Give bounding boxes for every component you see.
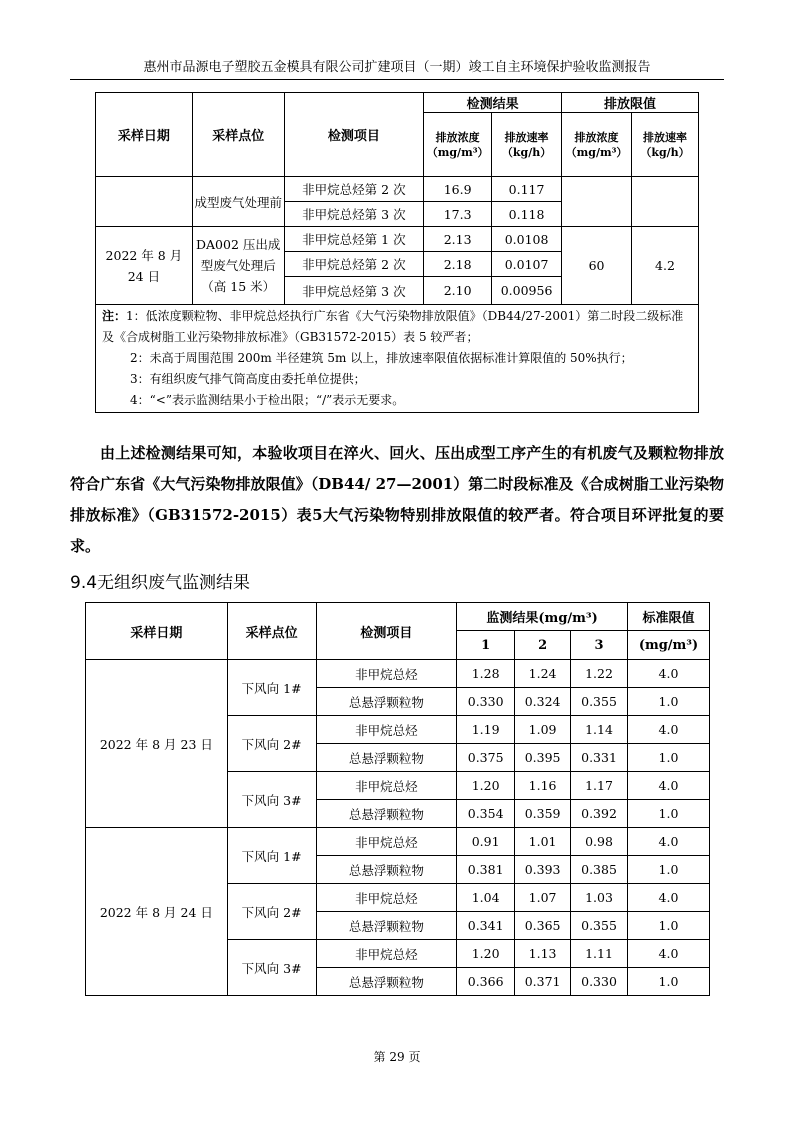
- value-cell: 1.19: [457, 716, 515, 744]
- value-cell: 0.392: [571, 800, 628, 828]
- value-cell: 2.10: [424, 277, 492, 305]
- value-cell: 0.118: [492, 202, 562, 227]
- item-cell: 非甲烷总烃: [316, 940, 457, 968]
- col-header-limit-unit: (mg/m³): [628, 631, 710, 660]
- value-cell: 1.07: [515, 884, 571, 912]
- col-header-results: 检测结果: [424, 93, 562, 113]
- point-cell: 下风向 3#: [227, 772, 316, 828]
- col-header-results: 监测结果(mg/m³): [457, 603, 628, 631]
- note-4: 4：“<”表示监测结果小于检出限；“/”表示无要求。: [130, 393, 405, 407]
- item-cell: 非甲烷总烃: [316, 884, 457, 912]
- limit-cell: 1.0: [628, 688, 710, 716]
- point-cell: 下风向 3#: [227, 940, 316, 996]
- item-cell: 非甲烷总烃第 3 次: [284, 277, 424, 305]
- col-header-n2: 2: [515, 631, 571, 660]
- item-cell: 非甲烷总烃第 2 次: [284, 252, 424, 277]
- point-cell: 下风向 1#: [227, 828, 316, 884]
- value-cell: 1.20: [457, 940, 515, 968]
- item-cell: 非甲烷总烃第 1 次: [284, 227, 424, 252]
- value-cell: 1.01: [515, 828, 571, 856]
- item-cell: 非甲烷总烃: [316, 660, 457, 688]
- value-cell: 2.18: [424, 252, 492, 277]
- col-header-rate: 排放速率 （kg/h）: [492, 113, 562, 177]
- value-cell: 0.117: [492, 177, 562, 202]
- date-cell: 2022 年 8 月 24 日: [96, 227, 193, 305]
- date-cell-empty: [96, 177, 193, 227]
- item-cell: 非甲烷总烃: [316, 828, 457, 856]
- col-header-n3: 3: [571, 631, 628, 660]
- value-cell: 0.385: [571, 856, 628, 884]
- note-1: 1：低浓度颗粒物、非甲烷总烃执行广东省《大气污染物排放限值》（DB44/27-2001）第二时段二级标准及《合成树脂工业污染物排放标准》（GB31572-2015）表 5 较严者；: [102, 309, 684, 344]
- item-cell: 总悬浮颗粒物: [316, 744, 457, 772]
- value-cell: 1.20: [457, 772, 515, 800]
- point-cell: 下风向 2#: [227, 716, 316, 772]
- note-3: 3：有组织废气排气筒高度由委托单位提供；: [130, 372, 366, 386]
- value-cell: 1.17: [571, 772, 628, 800]
- value-cell: 2.13: [424, 227, 492, 252]
- note-label: 注：: [102, 309, 127, 323]
- value-cell: 0.330: [571, 968, 628, 996]
- limit-cell: 1.0: [628, 744, 710, 772]
- value-cell: 0.366: [457, 968, 515, 996]
- point-cell: 成型废气处理前: [192, 177, 284, 227]
- value-cell: 17.3: [424, 202, 492, 227]
- col-header-item: 检测项目: [284, 93, 424, 177]
- date-cell: 2022 年 8 月 24 日: [86, 828, 228, 996]
- value-cell: 0.365: [515, 912, 571, 940]
- table-row: [86, 660, 710, 688]
- section-title: 9.4无组织废气监测结果: [70, 573, 251, 593]
- value-cell: 0.341: [457, 912, 515, 940]
- page-header: 惠州市品源电子塑胶五金模具有限公司扩建项目（一期）竣工自主环境保护验收监测报告: [70, 56, 724, 80]
- fugitive-emission-table: [85, 602, 710, 996]
- item-cell: 总悬浮颗粒物: [316, 968, 457, 996]
- limit-cell: 4.0: [628, 660, 710, 688]
- conclusion-paragraph: 由上述检测结果可知，本验收项目在淬火、回火、压出成型工序产生的有机废气及颗粒物排放符合广东省《大气污染物排放限值》（DB44/ 27—2001）第二时段标准及《合成树脂工业污染物排放标准》（GB31572-2015）表5大气污染物特别排放限值的较严者。符合项目环评批复的要求。: [70, 444, 724, 555]
- value-cell: 0.330: [457, 688, 515, 716]
- limit-cell: 1.0: [628, 912, 710, 940]
- col-header-conc: 排放浓度 （mg/m³）: [424, 113, 492, 177]
- limit-cell: 1.0: [628, 856, 710, 884]
- limit-rate-cell: 4.2: [632, 227, 699, 305]
- value-cell: 1.11: [571, 940, 628, 968]
- value-cell: 0.359: [515, 800, 571, 828]
- value-cell: 0.331: [571, 744, 628, 772]
- table-row: [96, 177, 699, 202]
- value-cell: 1.14: [571, 716, 628, 744]
- limit-cell-empty: [632, 177, 699, 227]
- date-cell: 2022 年 8 月 23 日: [86, 660, 228, 828]
- col-header-limit-rate: 排放速率 （kg/h）: [632, 113, 699, 177]
- emission-results-table: [95, 92, 699, 413]
- table-row: [96, 227, 699, 252]
- limit-conc-cell: 60: [562, 227, 632, 305]
- value-cell: 0.98: [571, 828, 628, 856]
- value-cell: 0.324: [515, 688, 571, 716]
- page-number: 第 29 页: [373, 1050, 421, 1064]
- value-cell: 1.03: [571, 884, 628, 912]
- item-cell: 总悬浮颗粒物: [316, 856, 457, 884]
- value-cell: 0.395: [515, 744, 571, 772]
- value-cell: 1.13: [515, 940, 571, 968]
- col-header-item: 检测项目: [316, 603, 457, 660]
- point-cell: 下风向 2#: [227, 884, 316, 940]
- value-cell: 0.375: [457, 744, 515, 772]
- value-cell: 1.09: [515, 716, 571, 744]
- value-cell: 0.371: [515, 968, 571, 996]
- col-header-n1: 1: [457, 631, 515, 660]
- limit-cell: 4.0: [628, 884, 710, 912]
- value-cell: 1.16: [515, 772, 571, 800]
- value-cell: 1.04: [457, 884, 515, 912]
- value-cell: 0.393: [515, 856, 571, 884]
- item-cell: 总悬浮颗粒物: [316, 688, 457, 716]
- table-row: [86, 828, 710, 856]
- item-cell: 非甲烷总烃第 2 次: [284, 177, 424, 202]
- limit-cell: 4.0: [628, 772, 710, 800]
- limit-cell: 1.0: [628, 968, 710, 996]
- limit-cell: 1.0: [628, 800, 710, 828]
- value-cell: 0.0108: [492, 227, 562, 252]
- point-cell: 下风向 1#: [227, 660, 316, 716]
- item-cell: 非甲烷总烃: [316, 716, 457, 744]
- value-cell: 0.91: [457, 828, 515, 856]
- value-cell: 1.24: [515, 660, 571, 688]
- limit-cell: 4.0: [628, 716, 710, 744]
- col-header-date: 采样日期: [96, 93, 193, 177]
- value-cell: 0.355: [571, 688, 628, 716]
- item-cell: 总悬浮颗粒物: [316, 800, 457, 828]
- value-cell: 0.354: [457, 800, 515, 828]
- col-header-limits: 排放限值: [562, 93, 699, 113]
- value-cell: 0.381: [457, 856, 515, 884]
- value-cell: 0.0107: [492, 252, 562, 277]
- item-cell: 非甲烷总烃: [316, 772, 457, 800]
- limit-cell-empty: [562, 177, 632, 227]
- note-2: 2：未高于周围范围 200m 半径建筑 5m 以上，排放速率限值依据标准计算限值的 50%执行；: [130, 351, 633, 365]
- table-notes: [96, 305, 699, 413]
- col-header-point: 采样点位: [227, 603, 316, 660]
- item-cell: 非甲烷总烃第 3 次: [284, 202, 424, 227]
- value-cell: 0.355: [571, 912, 628, 940]
- col-header-point: 采样点位: [192, 93, 284, 177]
- col-header-date: 采样日期: [86, 603, 228, 660]
- col-header-limit: 标准限值: [628, 603, 710, 631]
- limit-cell: 4.0: [628, 940, 710, 968]
- value-cell: 0.00956: [492, 277, 562, 305]
- item-cell: 总悬浮颗粒物: [316, 912, 457, 940]
- value-cell: 16.9: [424, 177, 492, 202]
- value-cell: 1.28: [457, 660, 515, 688]
- point-cell: DA002 压出成型废气处理后（高 15 米）: [192, 227, 284, 305]
- value-cell: 1.22: [571, 660, 628, 688]
- limit-cell: 4.0: [628, 828, 710, 856]
- col-header-limit-conc: 排放浓度 （mg/m³）: [562, 113, 632, 177]
